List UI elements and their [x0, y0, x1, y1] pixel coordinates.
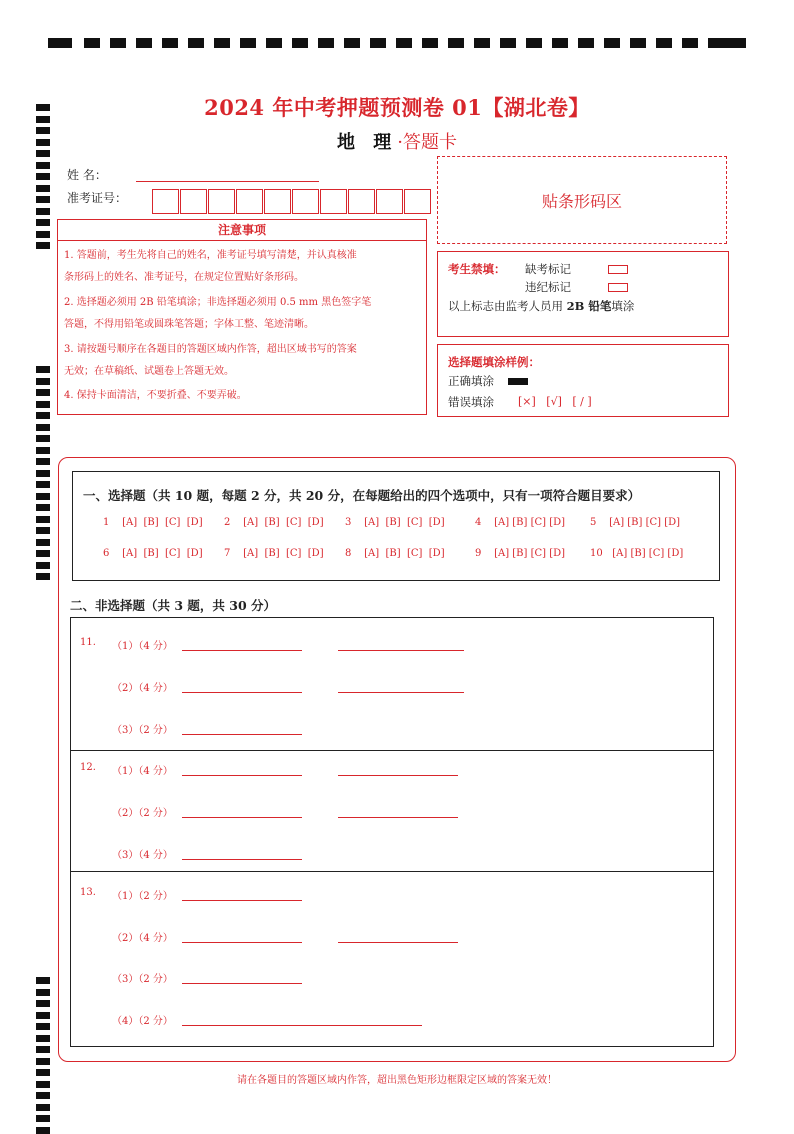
- timing-mark: [36, 550, 50, 557]
- q13-part4-answer-line[interactable]: [182, 1025, 422, 1026]
- timing-mark: [36, 1023, 50, 1030]
- fill-example-title: 选择题填涂样例：: [448, 355, 540, 369]
- timing-mark: [36, 989, 50, 996]
- choice-row-10[interactable]: 10 [A] [B] [C] [D]: [590, 548, 684, 559]
- timing-mark: [36, 435, 50, 442]
- choice-row-5[interactable]: 5 [A] [B] [C] [D]: [590, 517, 681, 528]
- choice-row-1[interactable]: 1 [A] [B] [C] [D]: [103, 517, 203, 528]
- timing-mark: [36, 458, 50, 465]
- choice-row-4[interactable]: 4 [A] [B] [C] [D]: [475, 517, 566, 528]
- timing-mark: [36, 162, 50, 169]
- prohibited-box: [437, 251, 729, 337]
- timing-mark: [36, 219, 50, 226]
- question-divider: [70, 871, 714, 872]
- choice-row-7[interactable]: 7 [A] [B] [C] [D]: [224, 548, 324, 559]
- q12-part2-answer-line-a[interactable]: [182, 817, 302, 818]
- q12-part3-answer-line[interactable]: [182, 859, 302, 860]
- exam-id-label: 准考证号：: [67, 191, 128, 205]
- section1-heading: 一、选择题（共 10 题，每题 2 分，共 20 分，在每题给出的四个选项中，只有一项符合题目要求）: [83, 488, 641, 503]
- q13-part2-answer-line-b[interactable]: [338, 942, 458, 943]
- timing-mark: [36, 1012, 50, 1019]
- timing-mark: [36, 173, 50, 180]
- notice-item: 4. 保持卡面清洁，不要折叠、不要弄破。: [64, 390, 247, 401]
- timing-mark: [36, 185, 50, 192]
- name-field[interactable]: [136, 181, 319, 182]
- timing-mark: [36, 504, 50, 511]
- q13-part3-answer-line[interactable]: [182, 983, 302, 984]
- timing-mark: [36, 1115, 50, 1122]
- timing-mark: [36, 562, 50, 569]
- card-type-label: ·答题卡: [397, 132, 457, 153]
- notice-item: 无效；在草稿纸、试题卷上答题无效。: [64, 366, 234, 377]
- correct-fill-label: 正确填涂: [448, 374, 494, 388]
- page-title: 2024 年中考押题预测卷 01【湖北卷】: [204, 95, 590, 120]
- question-divider: [70, 750, 714, 751]
- timing-mark: [36, 1104, 50, 1111]
- q13-part1-answer-line[interactable]: [182, 900, 302, 901]
- q13-part3-label: （3）（2 分）: [112, 974, 173, 985]
- wrong-fill-marks: [×] [√] [ / ]: [518, 395, 592, 408]
- q11-part1-answer-line-b[interactable]: [338, 650, 464, 651]
- timing-mark: [36, 1000, 50, 1007]
- q12-part2-answer-line-b[interactable]: [338, 817, 458, 818]
- timing-mark: [36, 470, 50, 477]
- q13-part1-label: （1）（2 分）: [112, 891, 173, 902]
- q11-part3-answer-line[interactable]: [182, 734, 302, 735]
- question-12-number: 12.: [80, 762, 96, 773]
- page-subtitle: [0, 128, 794, 154]
- timing-mark: [36, 516, 50, 523]
- timing-mark: [36, 1046, 50, 1053]
- exam-id-boxes[interactable]: [152, 189, 432, 214]
- subject-label: 地 理: [336, 132, 398, 153]
- timing-mark: [36, 481, 50, 488]
- timing-mark: [36, 527, 50, 534]
- prohibited-note: 以上标志由监考人员用 2B 铅笔填涂: [448, 299, 635, 313]
- barcode-label: 贴条形码区: [541, 191, 622, 211]
- q11-part3-label: （3）（2 分）: [112, 725, 173, 736]
- timing-mark: [36, 389, 50, 396]
- timing-mark: [36, 573, 50, 580]
- barcode-area: [437, 156, 727, 244]
- timing-mark: [36, 412, 50, 419]
- timing-mark: [36, 208, 50, 215]
- choice-row-2[interactable]: 2 [A] [B] [C] [D]: [224, 517, 324, 528]
- notice-item: 条形码上的姓名、准考证号，在规定位置贴好条形码。: [64, 272, 304, 283]
- choice-row-3[interactable]: 3 [A] [B] [C] [D]: [345, 517, 445, 528]
- fill-example-box: [437, 344, 729, 417]
- timing-mark: [36, 1127, 50, 1134]
- q11-part2-answer-line-a[interactable]: [182, 692, 302, 693]
- q12-part1-answer-line-b[interactable]: [338, 775, 458, 776]
- notice-item: 答题，不得用铅笔或圆珠笔答题；字体工整、笔迹清晰。: [64, 319, 314, 330]
- correct-fill-mark: [508, 378, 528, 385]
- name-label: 姓 名：: [67, 168, 107, 182]
- notice-heading: 注意事项: [58, 220, 426, 241]
- q13-part2-label: （2）（4 分）: [112, 933, 173, 944]
- timing-mark: [36, 424, 50, 431]
- absent-label: 缺考标记: [525, 262, 571, 276]
- choice-row-6[interactable]: 6 [A] [B] [C] [D]: [103, 548, 203, 559]
- q12-part1-label: （1）（4 分）: [112, 766, 173, 777]
- q12-part3-label: （3）（4 分）: [112, 850, 173, 861]
- violation-label: 违纪标记: [525, 280, 571, 294]
- timing-mark: [36, 447, 50, 454]
- question-11-number: 11.: [80, 637, 96, 648]
- notice-box: [57, 219, 427, 415]
- multiple-choice-section: [72, 471, 720, 581]
- timing-mark: [36, 1035, 50, 1042]
- timing-mark: [36, 196, 50, 203]
- violation-mark-box[interactable]: [608, 283, 628, 292]
- timing-mark: [36, 366, 50, 373]
- top-timing-marks: [48, 38, 746, 50]
- timing-mark: [36, 401, 50, 408]
- timing-mark: [36, 1058, 50, 1065]
- q11-part1-answer-line-a[interactable]: [182, 650, 302, 651]
- q11-part2-label: （2）（4 分）: [112, 683, 173, 694]
- q13-part2-answer-line-a[interactable]: [182, 942, 302, 943]
- timing-mark: [36, 539, 50, 546]
- timing-mark: [36, 378, 50, 385]
- section2-heading: 二、非选择题（共 3 题，共 30 分）: [70, 598, 277, 613]
- q11-part2-answer-line-b[interactable]: [338, 692, 464, 693]
- prohibited-title: 考生禁填：: [448, 262, 506, 276]
- timing-mark: [36, 231, 50, 238]
- q11-part1-label: （1）（4 分）: [112, 641, 173, 652]
- notice-item: 1. 答题前，考生先将自己的姓名，准考证号填写清楚，并认真核准: [64, 250, 357, 261]
- absent-mark-box[interactable]: [608, 265, 628, 274]
- q12-part1-answer-line-a[interactable]: [182, 775, 302, 776]
- wrong-fill-label: 错误填涂: [448, 395, 494, 409]
- choice-row-9[interactable]: 9 [A] [B] [C] [D]: [475, 548, 566, 559]
- q12-part2-label: （2）（2 分）: [112, 808, 173, 819]
- timing-mark: [36, 1092, 50, 1099]
- timing-mark: [36, 242, 50, 249]
- choice-row-8[interactable]: 8 [A] [B] [C] [D]: [345, 548, 445, 559]
- notice-item: 3. 请按题号顺序在各题目的答题区域内作答，超出区域书写的答案: [64, 344, 357, 355]
- timing-mark: [36, 977, 50, 984]
- timing-mark: [36, 493, 50, 500]
- question-13-number: 13.: [80, 887, 96, 898]
- notice-item: 2. 选择题必须用 2B 铅笔填涂；非选择题必须用 0.5 mm 黑色签字笔: [64, 297, 372, 308]
- q13-part4-label: （4）（2 分）: [112, 1016, 173, 1027]
- footer-warning: 请在各题目的答题区域内作答，超出黑色矩形边框限定区域的答案无效！: [237, 1075, 557, 1086]
